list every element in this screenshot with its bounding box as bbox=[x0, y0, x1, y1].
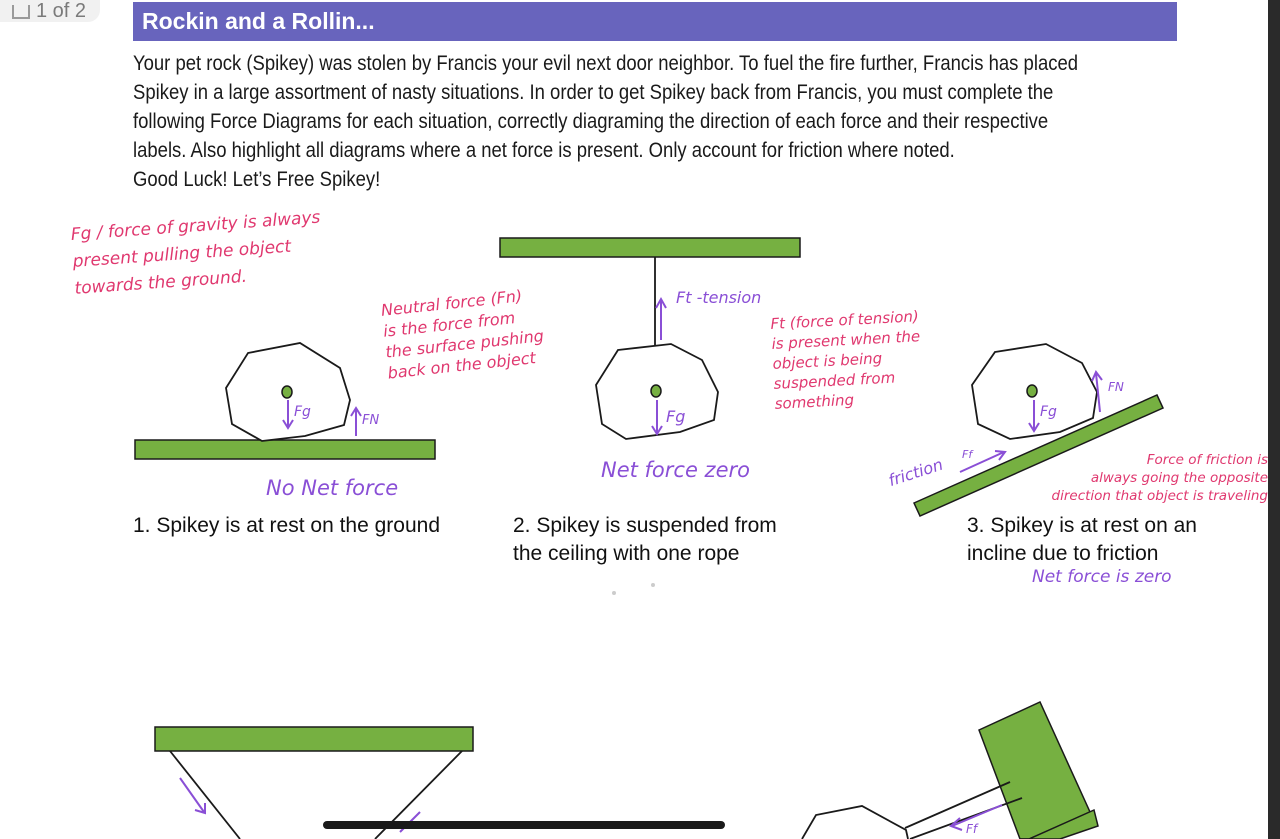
fg-label: Fg bbox=[666, 407, 686, 426]
rock-spikey-partial bbox=[802, 806, 908, 839]
intro-line: Good Luck! Let’s Free Spikey! bbox=[133, 168, 381, 191]
document-title: Rockin and a Rollin... bbox=[142, 8, 375, 34]
ceiling-block bbox=[500, 238, 800, 257]
ground-block bbox=[135, 440, 435, 459]
fg-label: Fg bbox=[294, 404, 311, 420]
caption-2-line-2: the ceiling with one rope bbox=[513, 542, 740, 565]
ceiling-block bbox=[155, 727, 473, 751]
stray-mark bbox=[612, 591, 616, 595]
caption-3-line-1: 3. Spikey is at rest on an bbox=[967, 514, 1197, 537]
tension-arrow-left bbox=[180, 778, 205, 813]
net-force-note-1: No Net force bbox=[266, 476, 399, 500]
stray-mark bbox=[651, 583, 655, 587]
intro-line: following Force Diagrams for each situation, correctly diagraming the direction of each force and their respective bbox=[133, 110, 1049, 133]
intro-line: Your pet rock (Spikey) was stolen by Francis your evil next door neighbor. To fuel the fire further, Francis has placed bbox=[133, 52, 1079, 75]
caption-3 bbox=[967, 512, 1197, 568]
tension-annotation: Ft (force of tension) is present when the object is being suspended from something bbox=[770, 307, 921, 413]
friction-annotation: Force of friction is always going the opposite direction that object is traveling bbox=[1051, 452, 1268, 504]
home-indicator[interactable] bbox=[323, 821, 725, 829]
tension-arrow bbox=[656, 299, 666, 340]
ff-label: Ff bbox=[966, 822, 978, 836]
rope-left bbox=[170, 751, 240, 839]
intro-line: Spikey in a large assortment of nasty situations. In order to get Spikey back from Francis, you must complete the bbox=[133, 81, 1054, 104]
page-edge bbox=[1268, 0, 1280, 839]
caption-1: 1. Spikey is at rest on the ground bbox=[133, 514, 441, 537]
caption-3-line-2: incline due to friction bbox=[967, 542, 1159, 565]
net-force-note-2: Net force zero bbox=[601, 458, 750, 482]
normal-force-arrow bbox=[351, 408, 361, 436]
gravity-annotation: Fg / force of gravity is always present pulling the object towards the ground. bbox=[70, 207, 321, 299]
normal-force-annotation: Neutral force (Fn) is the force from the surface pushing back on the object bbox=[380, 286, 545, 383]
ft-label: Ft -tension bbox=[676, 288, 762, 307]
rock-center-dot bbox=[651, 385, 661, 397]
diagram-5-partial bbox=[802, 702, 1098, 839]
diagram-2 bbox=[500, 238, 800, 439]
fg-label: Fg bbox=[1040, 404, 1057, 420]
caption-2-line-1: 2. Spikey is suspended from bbox=[513, 514, 777, 537]
page-indicator-label: 1 of 2 bbox=[36, 0, 87, 22]
intro-line: labels. Also highlight all diagrams where a net force is present. Only account for friction where noted. bbox=[133, 139, 955, 162]
rock-center-dot bbox=[282, 386, 292, 398]
caption-2 bbox=[513, 512, 777, 568]
friction-label: friction bbox=[886, 454, 946, 491]
net-force-note-3: Net force is zero bbox=[1032, 567, 1172, 587]
fn-label: FN bbox=[362, 413, 380, 428]
ff-label: Ff bbox=[962, 448, 973, 461]
fn-label: FN bbox=[1108, 380, 1124, 394]
rock-center-dot bbox=[1027, 385, 1037, 397]
